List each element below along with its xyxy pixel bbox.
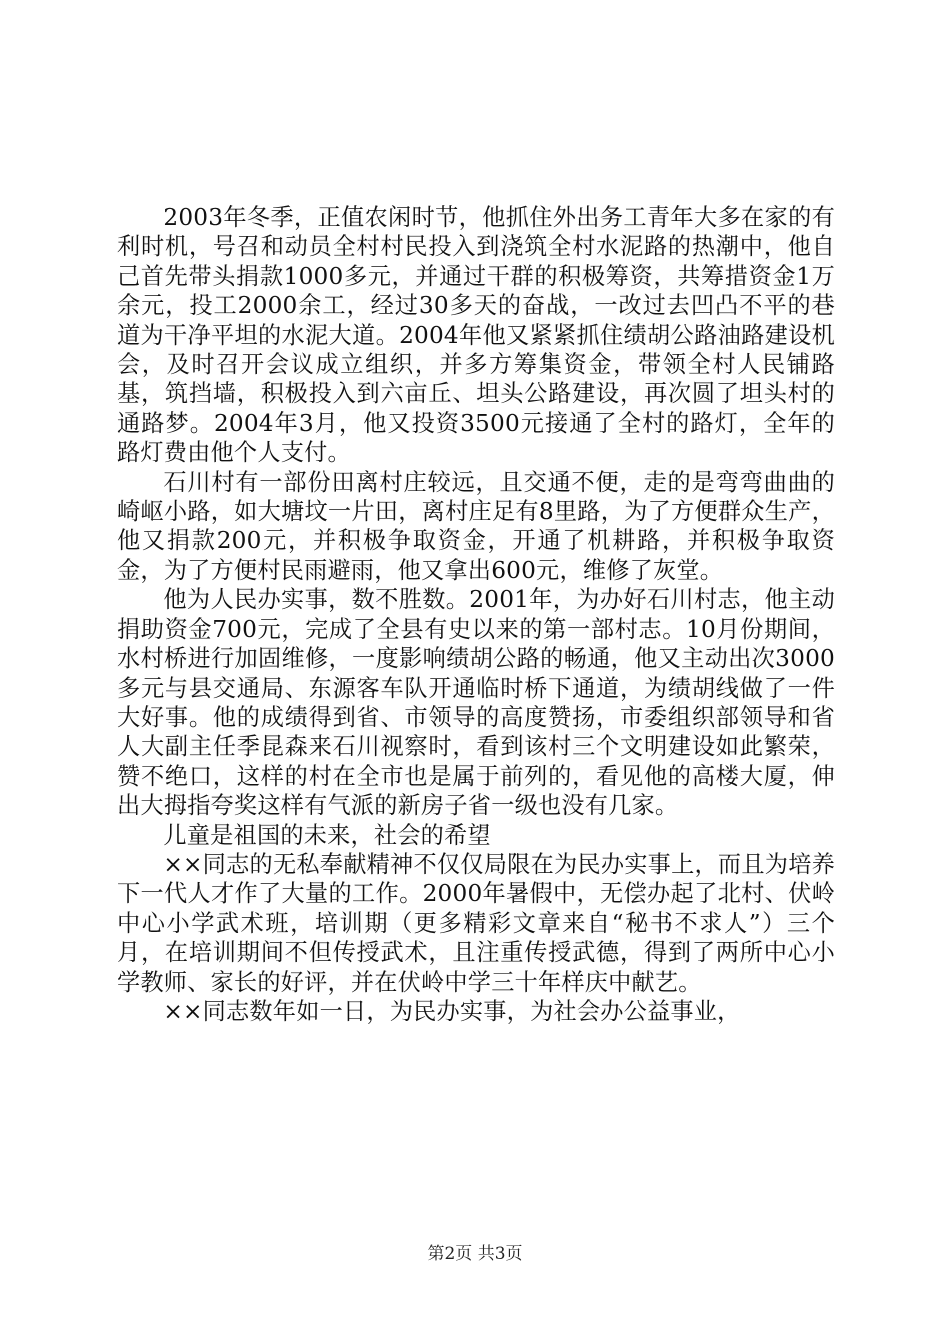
paragraph-village-chronicle: 他为人民办实事，数不胜数。2001年，为办好石川村志，他主动捐助资金700元，完成了全县有史以来的第一部村志。10月份期间，水村桥进行加固维修，一度影响绩胡公路的畅通，他又主动出次3000多元与县交通局、东源客车队开通临时桥下通道，为绩胡线做了一件大好事。他的成绩得到省、市领导的高度赞扬，市委组织部领导和省人大副主任季昆森来石川视察时，看到该村三个文明建设如此繁荣，赞不绝口，这样的村在全市也是属于前列的，看见他的高楼大厦，伸出大拇指夸奖这样有气派的新房子省一级也没有几家。 bbox=[117, 586, 835, 820]
section-heading-children: 儿童是祖国的未来，社会的希望 bbox=[163, 821, 491, 849]
paragraph-martial-arts-class: ××同志的无私奉献精神不仅仅局限在为民办实事上，而且为培养下一代人才作了大量的工作。2000年暑假中，无偿办起了北村、伏岭中心小学武术班，培训期（更多精彩文章来自“秘书不求人”）三个月，在培训期间不但传授武术，且注重传授武德，得到了两所中心小学教师、家长的好评，并在伏岭中学三十年样庆中献艺。 bbox=[117, 850, 835, 996]
paragraph-public-welfare: ××同志数年如一日，为民办实事，为社会办公益事业， bbox=[163, 997, 741, 1025]
paragraph-road-construction: 2003年冬季，正值农闲时节，他抓住外出务工青年大多在家的有利时机，号召和动员全村村民投入到浇筑全村水泥路的热潮中，他自己首先带头捐款1000多元，并通过干群的积极筹资，共筹措资金1万余元，投工2000余工，经过30多天的奋战，一改过去凹凸不平的巷道为干净平坦的水泥大道。2004年他又紧紧抓住绩胡公路油路建设机会，及时召开会议成立组织，并多方筹集资金，带领全村人民铺路基，筑挡墙，积极投入到六亩丘、坦头公路建设，再次圆了坦头村的通路梦。2004年3月，他又投资3500元接通了全村的路灯，全年的路灯费由他个人支付。 bbox=[117, 204, 835, 467]
page-number-label: 第2页 共3页 bbox=[427, 1244, 523, 1264]
paragraph-farm-road: 石川村有一部份田离村庄较远，且交通不便，走的是弯弯曲曲的崎岖小路，如大塘坟一片田，离村庄足有8里路，为了方便群众生产，他又捐款200元，并积极争取资金，开通了机耕路，并积极争取资金，为了方便村民雨避雨，他又拿出600元，维修了灰堂。 bbox=[117, 468, 835, 584]
document-body bbox=[117, 203, 835, 1026]
page-footer bbox=[0, 1243, 950, 1265]
